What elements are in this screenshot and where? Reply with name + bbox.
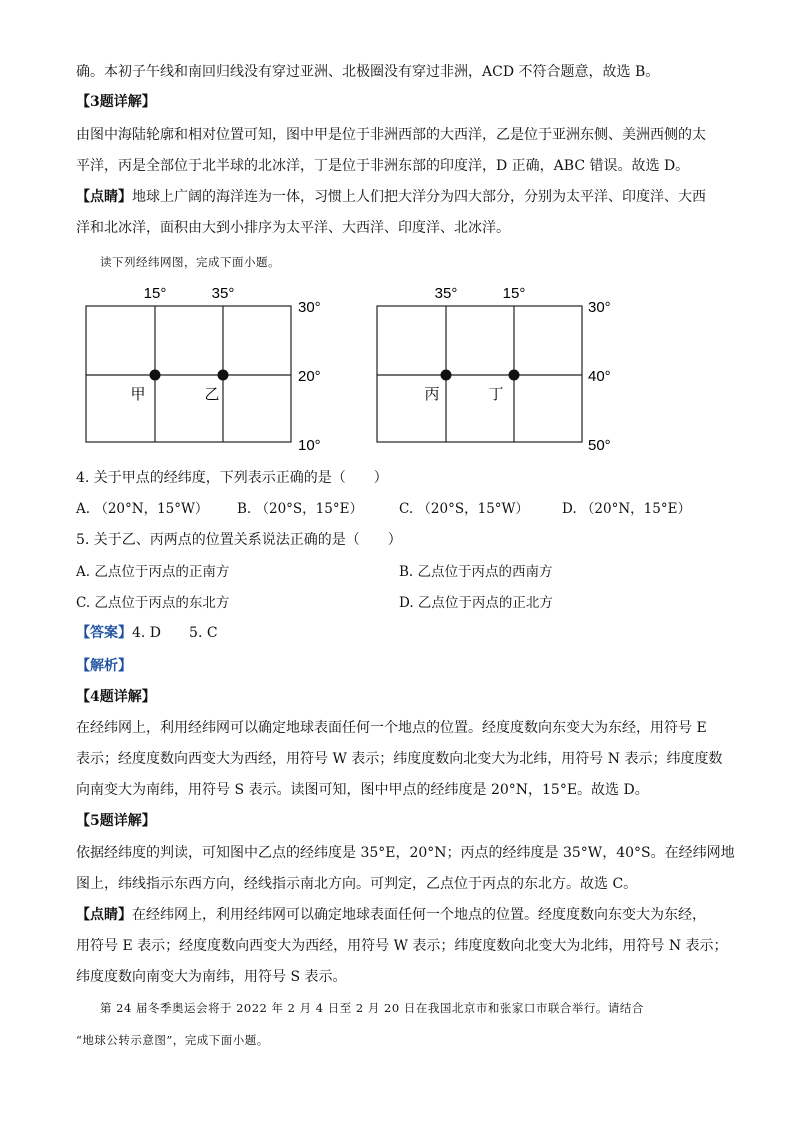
left-lat-label: 20° [298,368,321,385]
left-grid-frame [86,306,291,442]
answer-tag: 【答案】 [76,625,132,641]
left-lon-label: 15° [143,285,167,302]
q4-stem: 4. 关于甲点的经纬度，下列表示正确的是（ ） [76,470,388,486]
top-line: 确。本初子午线和南回归线没有穿过亚洲、北极圈没有穿过非洲，ACD 不符合题意，故选 B。 [76,64,660,80]
right-lat-label: 50° [588,437,611,454]
point-yi-marker [218,370,229,381]
dianjing-tag: 【点睛】 [76,907,132,923]
q5detail-heading: 【5题详解】 [76,813,156,829]
point-ding-label: 丁 [488,385,504,403]
dianjing-1-line-1 [76,187,706,207]
q5-option-c: C. 乙点位于丙点的东北方 [76,595,230,611]
dianjing-1-line-2: 洋和北冰洋，面积由大到小排序为太平洋、大西洋、印度洋、北冰洋。 [76,220,510,236]
q5-option-b: B. 乙点位于丙点的西南方 [399,564,553,580]
q3-line-1: 由图中海陆轮廓和相对位置可知，图中甲是位于非洲西部的大西洋，乙是位于亚洲东侧、美洲西侧的太 [76,127,706,143]
dianjing-2-line-1 [76,905,706,925]
q5-stem: 5. 关于乙、丙两点的位置关系说法正确的是（ ） [76,532,402,548]
q4-option-d: D. （20°N，15°E） [562,501,691,517]
right-lon-label: 15° [502,285,526,302]
left-grid [86,285,321,454]
q5detail-line-2: 图上，纬线指示东西方向，经线指示南北方向。可判定，乙点位于丙点的东北方。故选 C。 [76,876,638,892]
q3-heading: 【3题详解】 [76,94,156,110]
grid-diagram [0,278,794,458]
intro-read: 读下列经纬网图，完成下面小题。 [100,255,280,269]
q3-line-2: 平洋，丙是全部位于北半球的北冰洋，丁是位于非洲东部的印度洋，D 正确，ABC 错误。故选 D。 [76,158,690,174]
right-lat-label: 30° [588,299,611,316]
footer-intro-line-1: 第 24 届冬季奥运会将于 2022 年 2 月 4 日至 2 月 20 日在我国北京市和张家口市联合举行。请结合 [100,1001,644,1015]
analysis-tag: 【解析】 [76,658,132,674]
dianjing-text: 地球上广阔的海洋连为一体，习惯上人们把大洋分为四大部分，分别为太平洋、印度洋、大西 [132,189,706,205]
dianjing-text: 在经纬网上，利用经纬网可以确定地球表面任何一个地点的位置。经度度数向东变大为东经， [132,907,706,923]
answer-line [76,623,218,643]
point-bing-marker [441,370,452,381]
point-bing-label: 丙 [424,385,440,403]
q5-option-d: D. 乙点位于丙点的正北方 [399,595,553,611]
right-grid-frame [377,306,582,442]
left-lon-label: 35° [211,285,235,302]
point-jia-marker [150,370,161,381]
q4detail-line-2: 表示；经度度数向西变大为西经，用符号 W 表示；纬度度数向北变大为北纬，用符号 N 表示；纬度度数 [76,751,723,767]
q5-option-a: A. 乙点位于丙点的正南方 [76,564,230,580]
point-ding-marker [509,370,520,381]
q5detail-line-1: 依据经纬度的判读，可知图中乙点的经纬度是 35°E，20°N；丙点的经纬度是 35°W，40°S。在经纬网地 [76,845,735,861]
footer-intro-line-2: “地球公转示意图”，完成下面小题。 [76,1033,269,1047]
q4-option-b: B. （20°S，15°E） [237,501,363,517]
answer-text: 4. D 5. C [132,625,218,641]
q4detail-heading: 【4题详解】 [76,689,156,705]
left-lat-label: 30° [298,299,321,316]
dianjing-tag: 【点睛】 [76,189,132,205]
dianjing-2-line-2: 用符号 E 表示；经度度数向西变大为西经，用符号 W 表示；纬度度数向北变大为北纬，用符号 N 表示； [76,938,728,954]
right-lat-label: 40° [588,368,611,385]
right-grid [377,285,611,454]
dianjing-2-line-3: 纬度度数向南变大为南纬，用符号 S 表示。 [76,969,347,985]
q4detail-line-3: 向南变大为南纬，用符号 S 表示。读图可知，图中甲点的经纬度是 20°N，15°E。故选 D。 [76,782,649,798]
point-yi-label: 乙 [204,385,220,403]
q4detail-line-1: 在经纬网上，利用经纬网可以确定地球表面任何一个地点的位置。经度度数向东变大为东经，用符号 E [76,720,707,736]
left-lat-label: 10° [298,437,321,454]
q4-option-a: A. （20°N，15°W） [76,501,209,517]
q4-option-c: C. （20°S，15°W） [399,501,529,517]
right-lon-label: 35° [434,285,458,302]
point-jia-label: 甲 [130,385,146,403]
